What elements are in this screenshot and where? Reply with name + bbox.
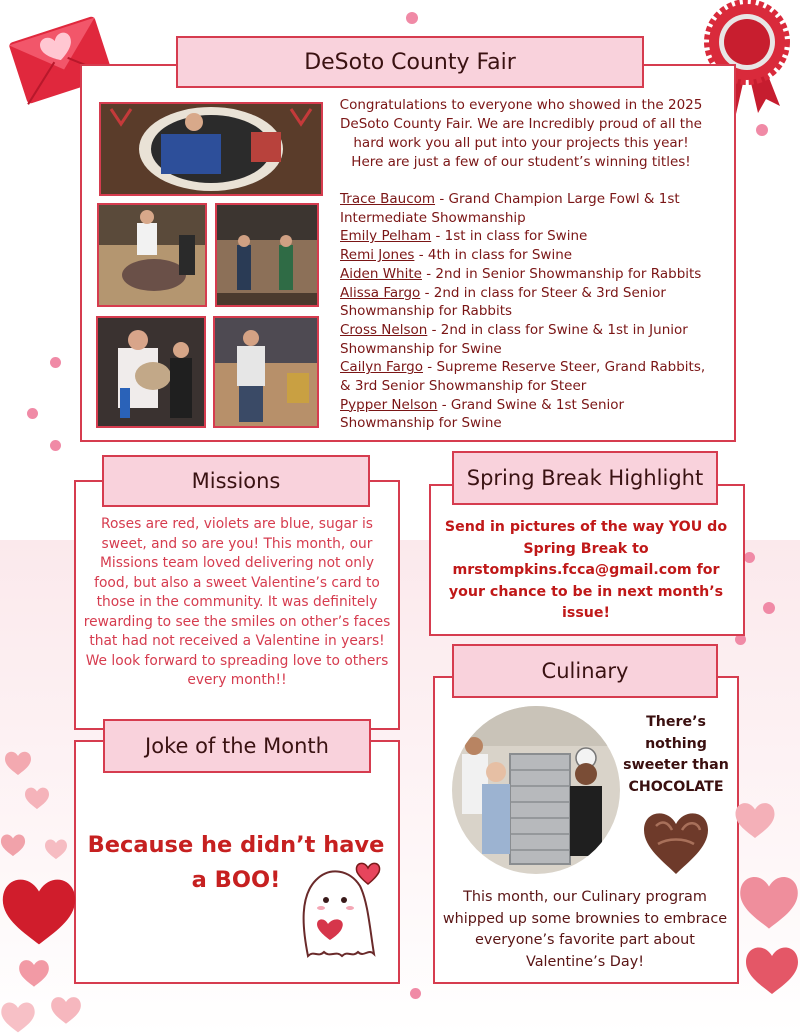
heart-icon (734, 800, 776, 840)
ghost-icon (288, 856, 388, 960)
heart-icon (0, 1000, 36, 1034)
winner-name: Aiden White (340, 265, 422, 282)
winner-item (340, 227, 710, 246)
missions-title: Missions (102, 455, 370, 507)
winner-title: - 4th in class for Swine (414, 247, 573, 264)
spring-break-title: Spring Break Highlight (452, 451, 718, 505)
winners-list (340, 190, 710, 433)
heart-icon (18, 958, 50, 988)
winner-item (340, 284, 710, 321)
winner-title: - 1st in class for Swine (431, 228, 588, 245)
decor-dot (763, 602, 775, 614)
winner-item (340, 265, 710, 284)
winner-title: - Grand Champion Large Fowl & 1st Intermediate Showmanship (340, 191, 680, 226)
heart-icon (4, 750, 32, 776)
decor-dot (27, 408, 38, 419)
heart-icon (738, 872, 800, 932)
winner-title: - Supreme Reserve Steer, Grand Rabbits, & 3rd Senior Showmanship for Steer (340, 359, 706, 395)
culinary-tagline: There’s nothing sweeter than CHOCOLATE (623, 714, 729, 795)
winner-name: Cross Nelson (340, 321, 428, 338)
fair-photo-main (99, 102, 323, 196)
culinary-title: Culinary (452, 644, 718, 698)
winner-name: Pypper Nelson (340, 396, 438, 413)
joke-body: Because he didn’t have a BOO! (87, 832, 385, 893)
winner-item (340, 358, 710, 395)
winner-item (340, 396, 710, 433)
winner-title: - Grand Swine & 1st Senior Showmanship for Swine (340, 396, 625, 432)
winner-item (340, 246, 710, 265)
decor-dot (50, 440, 61, 451)
winner-name: Remi Jones (340, 247, 415, 264)
winner-title: - 2nd in class for Swine & 1st in Junior Showmanship for Swine (340, 321, 688, 357)
winner-item (340, 321, 710, 358)
missions-body (82, 515, 392, 691)
decor-dot (744, 552, 755, 563)
winner-name: Emily Pelham (340, 228, 432, 245)
winner-name: Trace Baucom (340, 191, 436, 207)
spring-break-body: Send in pictures of the way YOU do Spring Break to mrstompkins.fcca@gmail.com for your chance to be in next month’s issue! (444, 519, 728, 621)
decor-dot (756, 124, 768, 136)
missions-paragraph: Roses are red, violets are blue, sugar is sweet, and so are you! This month, our Missions team loved delivering not only food, but also a sweet Valentine’s card to those in the community. It was definitely rewarding to see the smiles on other’s faces that had not received a Valentine in years! (83, 516, 391, 649)
decor-dot (50, 357, 61, 368)
fair-photo-arena (213, 316, 319, 428)
winner-title: - 2nd in class for Steer & 3rd Senior Showmanship for Rabbits (340, 284, 666, 320)
fair-photo-swine (97, 203, 207, 307)
heart-icon (0, 832, 26, 858)
decor-dot (406, 12, 418, 24)
heart-icon (24, 786, 50, 810)
missions-closing: We look forward to spreading love to others every month!! (85, 652, 389, 688)
winner-name: Alissa Fargo (340, 284, 421, 301)
culinary-body: This month, our Culinary program whipped up some brownies to embrace everyone’s favorite part about Valentine’s Day! (442, 889, 728, 970)
decor-dot (410, 988, 421, 999)
heart-icon (0, 868, 78, 954)
culinary-photo (452, 706, 620, 874)
fair-photo-steer (215, 203, 319, 307)
heart-icon (44, 838, 68, 860)
chocolate-heart-icon (638, 804, 714, 878)
fair-photo-rabbit (96, 316, 206, 428)
winner-item (340, 190, 710, 227)
heart-icon (744, 940, 800, 1000)
winner-name: Cailyn Fargo (340, 359, 423, 376)
fair-intro-text: Congratulations to everyone who showed in the 2025 DeSoto County Fair. We are Incredibly proud of all the hard work you all put into your projects this year! Here are just a few of our student’s winning titles! (339, 97, 703, 170)
joke-title: Joke of the Month (103, 719, 371, 773)
winner-title: - 2nd in Senior Showmanship for Rabbits (421, 265, 702, 282)
heart-icon (50, 995, 82, 1025)
fair-title: DeSoto County Fair (176, 36, 644, 88)
